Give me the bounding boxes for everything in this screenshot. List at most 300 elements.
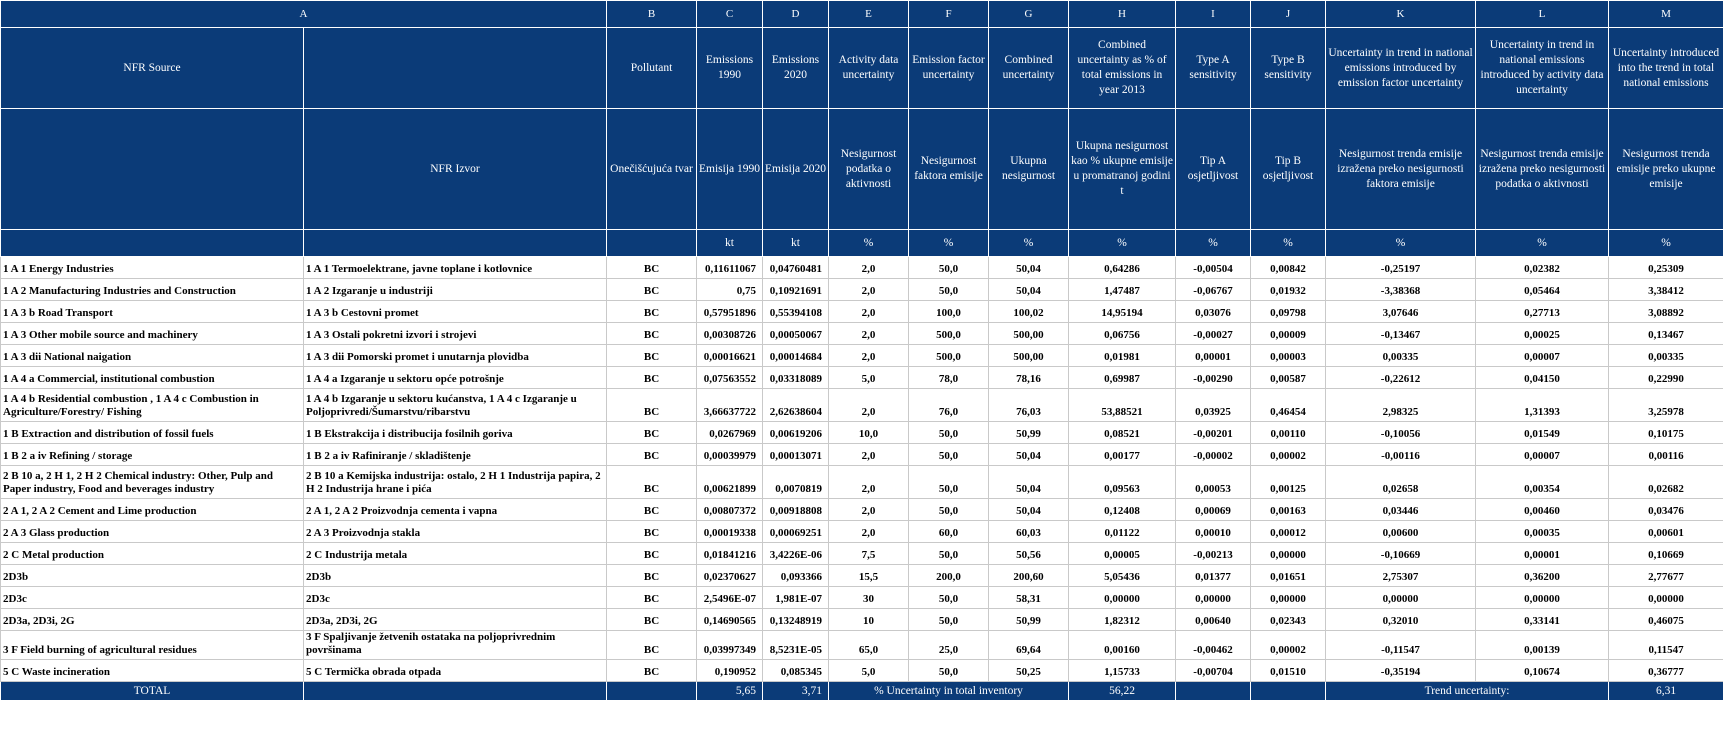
trend-total-cell: 0,02682 [1609,466,1723,499]
emissions-2020-cell: 2,62638604 [763,389,829,422]
ef-uncertainty-cell: 100,0 [909,301,989,323]
type-b-cell: 0,00587 [1251,367,1326,389]
nfr-izvor-cell: 1 A 3 dii Pomorski promet i unutarnja plovidba [304,345,607,367]
trend-ad-cell: 0,04150 [1476,367,1609,389]
emissions-2020-cell: 0,00069251 [763,521,829,543]
header-combined-uncertainty: Combined uncertainty [989,28,1069,109]
type-b-cell: 0,01932 [1251,279,1326,301]
combined-pct-cell: 0,09563 [1069,466,1176,499]
table-row [1,257,1723,279]
activity-uncertainty-cell: 2,0 [829,257,909,279]
combined-pct-cell: 1,82312 [1069,609,1176,631]
trend-total-cell: 0,10669 [1609,543,1723,565]
combined-pct-cell: 0,69987 [1069,367,1176,389]
header-emisija-2020: Emisija 2020 [763,109,829,230]
combined-pct-cell: 1,47487 [1069,279,1176,301]
nfr-izvor-cell: 1 A 3 b Cestovni promet [304,301,607,323]
trend-ef-cell: -0,25197 [1326,257,1476,279]
activity-uncertainty-cell: 2,0 [829,301,909,323]
total-row [1,682,1723,701]
activity-uncertainty-cell: 2,0 [829,466,909,499]
trend-ef-cell: 0,00000 [1326,587,1476,609]
nfr-source-cell: 1 A 3 dii National naigation [1,345,304,367]
header-emissions-1990: Emissions 1990 [697,28,763,109]
pollutant-cell: BC [607,422,697,444]
pollutant-cell: BC [607,389,697,422]
table-row [1,499,1723,521]
emissions-2020-cell: 0,03318089 [763,367,829,389]
trend-total-cell: 0,00335 [1609,345,1723,367]
pollutant-cell: BC [607,367,697,389]
unit-h: % [1069,230,1176,257]
activity-uncertainty-cell: 2,0 [829,499,909,521]
unit-c: kt [697,230,763,257]
combined-pct-cell: 1,15733 [1069,660,1176,682]
nfr-source-cell: 1 A 2 Manufacturing Industries and Construction [1,279,304,301]
emissions-2020-cell: 0,00619206 [763,422,829,444]
combined-uncertainty-cell: 58,31 [989,587,1069,609]
trend-ef-cell: -0,10669 [1326,543,1476,565]
type-a-cell: -0,00002 [1176,444,1251,466]
trend-total-cell: 0,10175 [1609,422,1723,444]
header-activity-uncertainty: Activity data uncertainty [829,28,909,109]
combined-uncertainty-cell: 50,04 [989,257,1069,279]
table-row [1,587,1723,609]
nfr-source-cell: 2 A 3 Glass production [1,521,304,543]
type-a-cell: 0,03925 [1176,389,1251,422]
header-trend-total: Uncertainty introduced into the trend in total national emissions [1609,28,1723,109]
emissions-2020-cell: 0,00050067 [763,323,829,345]
col-letter-g: G [989,1,1069,28]
col-letter-l: L [1476,1,1609,28]
unit-j: % [1251,230,1326,257]
emissions-1990-cell: 0,57951896 [697,301,763,323]
type-b-cell: 0,00003 [1251,345,1326,367]
total-inventory-label: % Uncertainty in total inventory [829,682,1069,701]
type-a-cell: 0,00053 [1176,466,1251,499]
type-a-cell: -0,00504 [1176,257,1251,279]
emissions-2020-cell: 0,55394108 [763,301,829,323]
nfr-source-cell: 1 A 3 Other mobile source and machinery [1,323,304,345]
nfr-source-cell: 2D3b [1,565,304,587]
nfr-source-cell: 2D3a, 2D3i, 2G [1,609,304,631]
total-emissions-1990: 5,65 [697,682,763,701]
nfr-izvor-cell: 1 B Ekstrakcija i distribucija fosilnih goriva [304,422,607,444]
trend-ad-cell: 0,00000 [1476,587,1609,609]
pollutant-cell: BC [607,279,697,301]
col-letter-b: B [607,1,697,28]
combined-pct-cell: 0,08521 [1069,422,1176,444]
table-row [1,367,1723,389]
trend-total-cell: 0,00601 [1609,521,1723,543]
type-a-cell: 0,01377 [1176,565,1251,587]
combined-pct-cell: 53,88521 [1069,389,1176,422]
type-b-cell: 0,46454 [1251,389,1326,422]
trend-ad-cell: 0,33141 [1476,609,1609,631]
nfr-izvor-cell: 2D3b [304,565,607,587]
header-emisija-1990: Emisija 1990 [697,109,763,230]
type-a-cell: -0,06767 [1176,279,1251,301]
table-row [1,323,1723,345]
table-row [1,660,1723,682]
trend-ef-cell: 0,00600 [1326,521,1476,543]
trend-total-cell: 2,77677 [1609,565,1723,587]
type-b-cell: 0,01651 [1251,565,1326,587]
activity-uncertainty-cell: 2,0 [829,389,909,422]
pollutant-cell: BC [607,521,697,543]
combined-uncertainty-cell: 50,04 [989,279,1069,301]
trend-ad-cell: 0,36200 [1476,565,1609,587]
activity-uncertainty-cell: 2,0 [829,345,909,367]
activity-uncertainty-cell: 65,0 [829,631,909,660]
nfr-source-cell: 2 B 10 a, 2 H 1, 2 H 2 Chemical industry: Other, Pulp and Paper industry, Food and beverages industry [1,466,304,499]
emissions-1990-cell: 0,00019338 [697,521,763,543]
nfr-source-cell: 2 A 1, 2 A 2 Cement and Lime production [1,499,304,521]
nfr-izvor-cell: 1 A 3 Ostali pokretni izvori i strojevi [304,323,607,345]
ef-uncertainty-cell: 50,0 [909,587,989,609]
trend-ad-cell: 0,00001 [1476,543,1609,565]
emissions-2020-cell: 1,981E-07 [763,587,829,609]
type-b-cell: 0,00000 [1251,543,1326,565]
type-a-cell: -0,00290 [1176,367,1251,389]
emissions-1990-cell: 0,00621899 [697,466,763,499]
trend-ef-cell: -3,38368 [1326,279,1476,301]
header-oneciscujuca-tvar: Onečišćujuća tvar [607,109,697,230]
trend-ef-cell: -0,22612 [1326,367,1476,389]
trend-ef-cell: -0,13467 [1326,323,1476,345]
emissions-1990-cell: 0,00039979 [697,444,763,466]
trend-total-cell: 3,38412 [1609,279,1723,301]
ef-uncertainty-cell: 50,0 [909,422,989,444]
header-pollutant: Pollutant [607,28,697,109]
emissions-1990-cell: 0,190952 [697,660,763,682]
header-hr-blank [1,109,304,230]
combined-pct-cell: 0,64286 [1069,257,1176,279]
header-hr-trend-ad: Nesigurnost trenda emisije izražena preko nesigurnosti podatka o aktivnosti [1476,109,1609,230]
trend-ef-cell: 2,98325 [1326,389,1476,422]
type-a-cell: 0,00640 [1176,609,1251,631]
type-b-cell: 0,00012 [1251,521,1326,543]
trend-ef-cell: 0,32010 [1326,609,1476,631]
type-b-cell: 0,00002 [1251,444,1326,466]
col-letter-d: D [763,1,829,28]
header-hr-combined: Ukupna nesigurnost [989,109,1069,230]
table-row [1,444,1723,466]
combined-uncertainty-cell: 50,04 [989,499,1069,521]
nfr-izvor-cell: 2 B 10 a Kemijska industrija: ostalo, 2 H 1 Industrija papira, 2 H 2 Industrija hrane i pića [304,466,607,499]
nfr-source-cell: 1 A 1 Energy Industries [1,257,304,279]
activity-uncertainty-cell: 15,5 [829,565,909,587]
combined-uncertainty-cell: 500,00 [989,323,1069,345]
total-trend-label: Trend uncertainty: [1326,682,1609,701]
type-b-cell: 0,01510 [1251,660,1326,682]
trend-ad-cell: 0,00007 [1476,444,1609,466]
combined-pct-cell: 0,00005 [1069,543,1176,565]
header-type-a: Type A sensitivity [1176,28,1251,109]
nfr-source-cell: 1 A 3 b Road Transport [1,301,304,323]
trend-ad-cell: 0,02382 [1476,257,1609,279]
header-ef-uncertainty: Emission factor uncertainty [909,28,989,109]
type-b-cell: 0,00125 [1251,466,1326,499]
type-a-cell: -0,00213 [1176,543,1251,565]
pollutant-cell: BC [607,323,697,345]
nfr-izvor-cell: 2 A 3 Proizvodnja stakla [304,521,607,543]
ef-uncertainty-cell: 200,0 [909,565,989,587]
nfr-izvor-cell: 3 F Spaljivanje žetvenih ostataka na poljoprivrednim površinama [304,631,607,660]
header-hr-trend-ef: Nesigurnost trenda emisije izražena preko nesigurnosti faktora emisije [1326,109,1476,230]
ef-uncertainty-cell: 50,0 [909,444,989,466]
ef-uncertainty-cell: 60,0 [909,521,989,543]
header-hr-combined-pct: Ukupna nesigurnost kao % ukupne emisije u promatranoj godini t [1069,109,1176,230]
activity-uncertainty-cell: 2,0 [829,323,909,345]
header-hr-type-b: Tip B osjetljivost [1251,109,1326,230]
trend-total-cell: 0,36777 [1609,660,1723,682]
pollutant-cell: BC [607,565,697,587]
trend-total-cell: 0,00116 [1609,444,1723,466]
nfr-source-cell: 1 B Extraction and distribution of fossil fuels [1,422,304,444]
trend-ef-cell: 3,07646 [1326,301,1476,323]
type-a-cell: 0,00069 [1176,499,1251,521]
unit-blank-b [607,230,697,257]
total-emissions-2020: 3,71 [763,682,829,701]
trend-ef-cell: -0,10056 [1326,422,1476,444]
trend-total-cell: 0,03476 [1609,499,1723,521]
combined-uncertainty-cell: 78,16 [989,367,1069,389]
units-row [1,230,1723,257]
col-letter-h: H [1069,1,1176,28]
pollutant-cell: BC [607,301,697,323]
trend-ad-cell: 0,00354 [1476,466,1609,499]
type-a-cell: 0,03076 [1176,301,1251,323]
table-row [1,389,1723,422]
emissions-2020-cell: 8,5231E-05 [763,631,829,660]
activity-uncertainty-cell: 30 [829,587,909,609]
trend-ad-cell: 0,00035 [1476,521,1609,543]
nfr-izvor-cell: 2D3a, 2D3i, 2G [304,609,607,631]
nfr-source-cell: 1 A 4 b Residential combustion , 1 A 4 c Combustion in Agriculture/Forestry/ Fishing [1,389,304,422]
unit-e: % [829,230,909,257]
trend-ad-cell: 0,27713 [1476,301,1609,323]
type-b-cell: 0,09798 [1251,301,1326,323]
activity-uncertainty-cell: 2,0 [829,444,909,466]
unit-d: kt [763,230,829,257]
col-letter-j: J [1251,1,1326,28]
trend-ef-cell: 0,02658 [1326,466,1476,499]
combined-uncertainty-cell: 50,04 [989,444,1069,466]
trend-ad-cell: 0,05464 [1476,279,1609,301]
combined-pct-cell: 0,01981 [1069,345,1176,367]
english-header-row [1,28,1723,109]
activity-uncertainty-cell: 2,0 [829,279,909,301]
type-b-cell: 0,02343 [1251,609,1326,631]
pollutant-cell: BC [607,587,697,609]
combined-uncertainty-cell: 60,03 [989,521,1069,543]
combined-pct-cell: 14,95194 [1069,301,1176,323]
emissions-1990-cell: 0,14690565 [697,609,763,631]
combined-pct-cell: 5,05436 [1069,565,1176,587]
activity-uncertainty-cell: 7,5 [829,543,909,565]
nfr-source-cell: 1 B 2 a iv Refining / storage [1,444,304,466]
combined-uncertainty-cell: 100,02 [989,301,1069,323]
ef-uncertainty-cell: 50,0 [909,660,989,682]
pollutant-cell: BC [607,609,697,631]
trend-total-cell: 3,08892 [1609,301,1723,323]
emissions-1990-cell: 0,00807372 [697,499,763,521]
ef-uncertainty-cell: 500,0 [909,345,989,367]
activity-uncertainty-cell: 10 [829,609,909,631]
trend-ad-cell: 0,01549 [1476,422,1609,444]
nfr-izvor-cell: 1 A 2 Izgaranje u industriji [304,279,607,301]
trend-total-cell: 0,22990 [1609,367,1723,389]
nfr-source-cell: 5 C Waste incineration [1,660,304,682]
emissions-1990-cell: 0,00016621 [697,345,763,367]
trend-ad-cell: 0,00460 [1476,499,1609,521]
type-a-cell: 0,00001 [1176,345,1251,367]
trend-ad-cell: 0,00007 [1476,345,1609,367]
header-nfr-source: NFR Source [1,28,304,109]
header-type-b: Type B sensitivity [1251,28,1326,109]
unit-f: % [909,230,989,257]
emissions-1990-cell: 0,75 [697,279,763,301]
nfr-source-cell: 2D3c [1,587,304,609]
emissions-2020-cell: 0,085345 [763,660,829,682]
header-hr-activity: Nesigurnost podatka o aktivnosti [829,109,909,230]
trend-ef-cell: -0,11547 [1326,631,1476,660]
nfr-source-cell: 3 F Field burning of agricultural residues [1,631,304,660]
table-row [1,565,1723,587]
table-row [1,466,1723,499]
activity-uncertainty-cell: 2,0 [829,521,909,543]
type-b-cell: 0,00000 [1251,587,1326,609]
activity-uncertainty-cell: 5,0 [829,367,909,389]
activity-uncertainty-cell: 10,0 [829,422,909,444]
col-letter-c: C [697,1,763,28]
combined-pct-cell: 0,12408 [1069,499,1176,521]
table-row [1,422,1723,444]
table-row [1,345,1723,367]
table-row [1,279,1723,301]
emissions-1990-cell: 0,01841216 [697,543,763,565]
type-a-cell: 0,00010 [1176,521,1251,543]
emissions-1990-cell: 3,66637722 [697,389,763,422]
type-b-cell: 0,00842 [1251,257,1326,279]
nfr-izvor-cell: 1 B 2 a iv Rafiniranje / skladištenje [304,444,607,466]
table-row [1,631,1723,660]
ef-uncertainty-cell: 50,0 [909,609,989,631]
unit-blank-a [1,230,304,257]
trend-total-cell: 3,25978 [1609,389,1723,422]
emissions-2020-cell: 0,04760481 [763,257,829,279]
emissions-1990-cell: 0,0267969 [697,422,763,444]
table-row [1,609,1723,631]
combined-uncertainty-cell: 50,25 [989,660,1069,682]
trend-ad-cell: 0,00139 [1476,631,1609,660]
emissions-1990-cell: 0,02370627 [697,565,763,587]
trend-ef-cell: 2,75307 [1326,565,1476,587]
col-letter-e: E [829,1,909,28]
combined-uncertainty-cell: 500,00 [989,345,1069,367]
total-label: TOTAL [1,682,304,701]
emissions-1990-cell: 0,00308726 [697,323,763,345]
emissions-2020-cell: 0,00013071 [763,444,829,466]
emissions-2020-cell: 0,10921691 [763,279,829,301]
pollutant-cell: BC [607,499,697,521]
table-row [1,521,1723,543]
total-inventory-value: 56,22 [1069,682,1176,701]
trend-total-cell: 0,00000 [1609,587,1723,609]
col-letter-i: I [1176,1,1251,28]
pollutant-cell: BC [607,631,697,660]
header-combined-pct: Combined uncertainty as % of total emissions in year 2013 [1069,28,1176,109]
combined-pct-cell: 0,06756 [1069,323,1176,345]
emissions-2020-cell: 3,4226E-06 [763,543,829,565]
table-row [1,301,1723,323]
trend-total-cell: 0,11547 [1609,631,1723,660]
col-letter-k: K [1326,1,1476,28]
col-letter-m: M [1609,1,1723,28]
trend-total-cell: 0,13467 [1609,323,1723,345]
trend-ef-cell: 0,00335 [1326,345,1476,367]
unit-i: % [1176,230,1251,257]
trend-ef-cell: 0,03446 [1326,499,1476,521]
type-b-cell: 0,00009 [1251,323,1326,345]
trend-ef-cell: -0,00116 [1326,444,1476,466]
pollutant-cell: BC [607,543,697,565]
emissions-2020-cell: 0,093366 [763,565,829,587]
total-trend-value: 6,31 [1609,682,1723,701]
total-blank-1 [304,682,607,701]
ef-uncertainty-cell: 78,0 [909,367,989,389]
pollutant-cell: BC [607,345,697,367]
emissions-1990-cell: 2,5496E-07 [697,587,763,609]
table-body [1,257,1723,682]
croatian-header-row [1,109,1723,230]
total-blank-2 [607,682,697,701]
ef-uncertainty-cell: 50,0 [909,499,989,521]
emissions-1990-cell: 0,11611067 [697,257,763,279]
ef-uncertainty-cell: 76,0 [909,389,989,422]
col-letter-f: F [909,1,989,28]
header-trend-ef: Uncertainty in trend in national emissions introduced by emission factor uncertainty [1326,28,1476,109]
total-blank-4 [1251,682,1326,701]
nfr-source-cell: 1 A 4 a Commercial, institutional combustion [1,367,304,389]
header-hr-type-a: Tip A osjetljivost [1176,109,1251,230]
pollutant-cell: BC [607,466,697,499]
nfr-izvor-cell: 2 C Industrija metala [304,543,607,565]
combined-uncertainty-cell: 50,56 [989,543,1069,565]
nfr-izvor-cell: 1 A 4 b Izgaranje u sektoru kućanstva, 1 A 4 c Izgaranje u Poljoprivredi/Šumarstvu/ribarstvu [304,389,607,422]
combined-pct-cell: 0,00000 [1069,587,1176,609]
trend-ad-cell: 0,00025 [1476,323,1609,345]
column-letters-row [1,1,1723,28]
emissions-1990-cell: 0,03997349 [697,631,763,660]
emissions-2020-cell: 0,00918808 [763,499,829,521]
nfr-source-cell: 2 C Metal production [1,543,304,565]
unit-blank-a2 [304,230,607,257]
type-a-cell: -0,00201 [1176,422,1251,444]
type-a-cell: -0,00704 [1176,660,1251,682]
trend-total-cell: 0,46075 [1609,609,1723,631]
header-hr-ef: Nesigurnost faktora emisije [909,109,989,230]
combined-uncertainty-cell: 50,99 [989,609,1069,631]
col-letter-a: A [1,1,607,28]
combined-pct-cell: 0,00177 [1069,444,1176,466]
header-trend-ad: Uncertainty in trend in national emissions introduced by activity data uncertainty [1476,28,1609,109]
trend-ad-cell: 1,31393 [1476,389,1609,422]
header-blank [304,28,607,109]
emissions-2020-cell: 0,13248919 [763,609,829,631]
combined-pct-cell: 0,00160 [1069,631,1176,660]
